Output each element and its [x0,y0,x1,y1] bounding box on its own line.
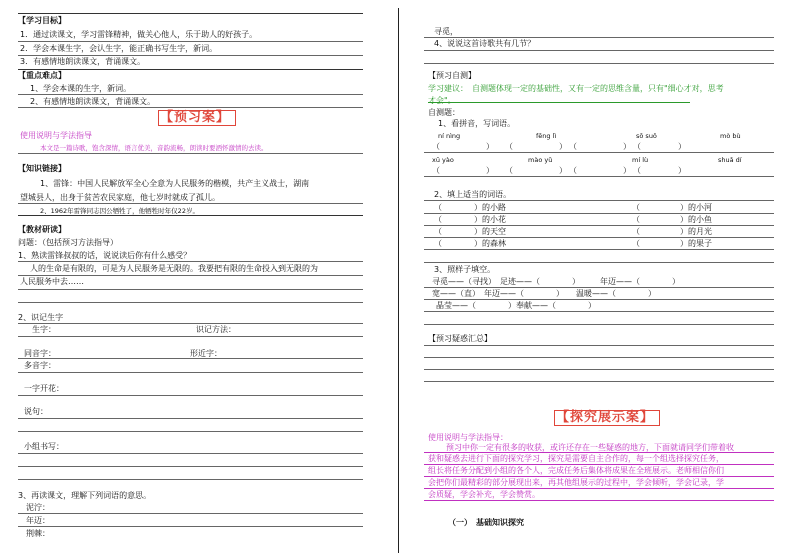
fill-4b[interactable]: （ ）的果子 [632,239,712,248]
question-intro: 问题：（包括预习方法指导） [18,238,118,247]
pinyin-3: sō suǒ [636,132,657,140]
rule [18,418,363,419]
rule [18,466,363,467]
key-header: 【重点难点】 [18,71,66,80]
fill-4a[interactable]: （ ）的森林 [434,239,506,248]
rule [18,13,363,14]
task-3: 3、照样子填空。 [434,265,496,274]
rule [424,287,774,288]
rule [18,55,363,56]
task-2: 2、填上适当的词语。 [434,190,512,199]
link-header: 【知识链接】 [18,164,66,173]
rule [18,302,363,303]
fill-3b[interactable]: （ ）的月光 [632,227,712,236]
xiaozu-label: 小组书写： [24,442,64,451]
preview-title: 【预习案】 [160,110,231,125]
tongyin-label: 同音字： [24,349,56,358]
rule [18,41,363,42]
shengzi-label: 生字： [32,325,56,334]
usage-text: 本文是一篇诗歌，饱含深情，语言优美，音韵流畅，朗读时要洒怀激情的去读。 [40,144,268,152]
rule [18,372,363,373]
link-1-line-1: 1、雷锋：中国人民解放军全心全意为人民服务的楷模，共产主义战士，湖南 [40,179,310,188]
quote-line-2: 人民服务中去…… [20,277,84,286]
question-3: 3、再读课文，理解下列词语的意思。 [18,491,152,500]
basic-knowledge-heading: （一） 基础知识探究 [448,518,524,527]
pinyin-7: mí lù [632,156,649,164]
rule [18,453,363,454]
rule [18,395,363,396]
goal-3: 3．有感情地朗读课文，背诵课文。 [20,57,146,66]
usage-title: 使用说明与学法指导 [20,131,92,140]
rule [424,452,774,453]
rule [424,500,774,501]
word-1: 泥泞： [26,503,50,512]
rule [424,37,774,38]
key-1: 1、学会本课的生字，新词。 [30,84,132,93]
goals-header: 【学习目标】 [18,16,66,25]
advice-line-1: 学习建议： 自测题体现一定的基础性，又有一定的思维含量，只有"细心才对，思考 [428,84,724,93]
explore-title: 【探究展示案】 [556,410,655,425]
rule [424,357,774,358]
rule [424,152,774,153]
rule [424,249,774,250]
fill-1a[interactable]: （ ）的小路 [434,203,506,212]
rule [424,63,774,64]
usage-2-line-2: 获和疑惑去进行下面的探究学习，探究是需要自主合作的，每一个组选择探究任务， [428,454,724,463]
advice-line-2: 才会"。 [428,96,456,105]
pinyin-answer-row-2[interactable]: （ ） （ ） （ ） （ ） [432,166,687,175]
rule [18,289,363,290]
pinyin-1: ní nìng [438,132,461,140]
rule [18,323,363,324]
rule [424,176,774,177]
shiji-label: 识记方法： [196,325,236,334]
xingjin-label: 形近字： [190,349,222,358]
goal-1: 1．通过读课文，学习雷锋精神，做关心他人，乐于助人的好孩子。 [20,30,258,39]
rule [424,369,774,370]
rule [424,324,774,325]
rule [18,275,363,276]
example-row-3[interactable]: 晶莹——（ ）奉献——（ ） [436,301,596,310]
pinyin-2: fēng lì [536,132,557,140]
question-4: 4、说说这首诗歌共有几节？ [434,39,536,48]
usage-2-line-4: 会把你们最精彩的部分展现出来，再其他组展示的过程中，学会倾听，学会记录，学 [428,478,724,487]
rule [424,476,774,477]
duoyin-label: 多音字： [24,361,56,370]
usage-2-line-5: 会质疑，学会补充，学会赞赏。 [428,490,540,499]
pinyin-answer-row-1[interactable]: （ ） （ ） （ ） （ ） [432,142,687,151]
rule [424,488,774,489]
question-2: 2、识记生字 [18,313,64,322]
fill-2a[interactable]: （ ）的小花 [434,215,506,224]
task-1: 1、看拼音，写词语。 [438,119,516,128]
shuoju-label: 说句： [24,407,48,416]
yizi-label: 一字开花： [24,384,64,393]
example-row-2[interactable]: 宽——（直） 年迈——（ ） 温暖——（ ） [432,289,656,298]
rule [424,200,774,201]
selftest-label: 自测题： [428,108,460,117]
rule [18,479,363,480]
doubt-header: 【预习疑惑汇总】 [428,334,492,343]
pinyin-8: shuǎ dí [718,156,742,164]
rule [18,69,363,70]
usage-2-line-3: 组长将任务分配到小组的各个人，完成任务后集体将成果在全班展示。老师相信你们 [428,466,724,475]
rule [424,213,774,214]
word-3: 荆棘： [26,529,50,538]
example-row-1[interactable]: 寻觅——（寻找） 足迹——（ ） 年迈——（ ） [432,277,680,286]
pinyin-4: mò bù [720,132,741,140]
column-divider [398,8,399,553]
study-header: 【教材研读】 [18,225,66,234]
rule [424,50,774,51]
link-2: 2、1962年雷锋同志因公牺牲了，他牺牲时年仅22岁。 [40,207,199,215]
word-2: 年迈： [26,516,50,525]
key-2: 2、有感情地朗读课文，背诵课文。 [30,97,156,106]
rule [424,381,774,382]
rule [424,225,774,226]
rule [424,237,774,238]
goal-2: 2．学会本课生字，会认生字，能正确书写生字，新词。 [20,44,218,53]
fill-3a[interactable]: （ ）的天空 [434,227,506,236]
rule [18,336,363,337]
rule [18,203,363,204]
rule [424,299,774,300]
quote-line-1: 人的生命是有限的，可是为人民服务是无限的。我要把有限的生命投入到无限的为 [30,264,318,273]
pinyin-6: mào yǔ [528,156,553,164]
pinyin-5: xū yào [432,156,454,164]
link-1-line-2: 望城县人，出身于贫苦农民家庭，他七岁时就成了孤儿。 [20,193,220,202]
rule [18,358,363,359]
fill-1b[interactable]: （ ）的小河 [632,203,712,212]
rule [424,464,774,465]
rule [18,261,363,262]
rule [18,513,363,514]
rule [424,262,774,263]
rule [18,431,363,432]
rule [424,345,774,346]
advice-underline [428,102,690,103]
test-header: 【预习自测】 [428,71,476,80]
usage-2-line-1: 预习中你一定有很多的收获，或许还存在一些疑惑的地方，下面就请同学们带着收 [446,443,734,452]
rule [424,311,774,312]
rule [18,215,363,216]
rule [18,94,363,95]
rule [18,153,363,154]
question-1: 1、熟读雷锋叔叔的话，说说读后你有什么感受？ [18,251,192,260]
rule [18,107,363,108]
rule [18,526,363,527]
fill-2b[interactable]: （ ）的小鱼 [632,215,712,224]
xunmi-text: 寻觅， [434,27,458,36]
usage-title-2: 使用说明与学法指导： [428,433,508,442]
